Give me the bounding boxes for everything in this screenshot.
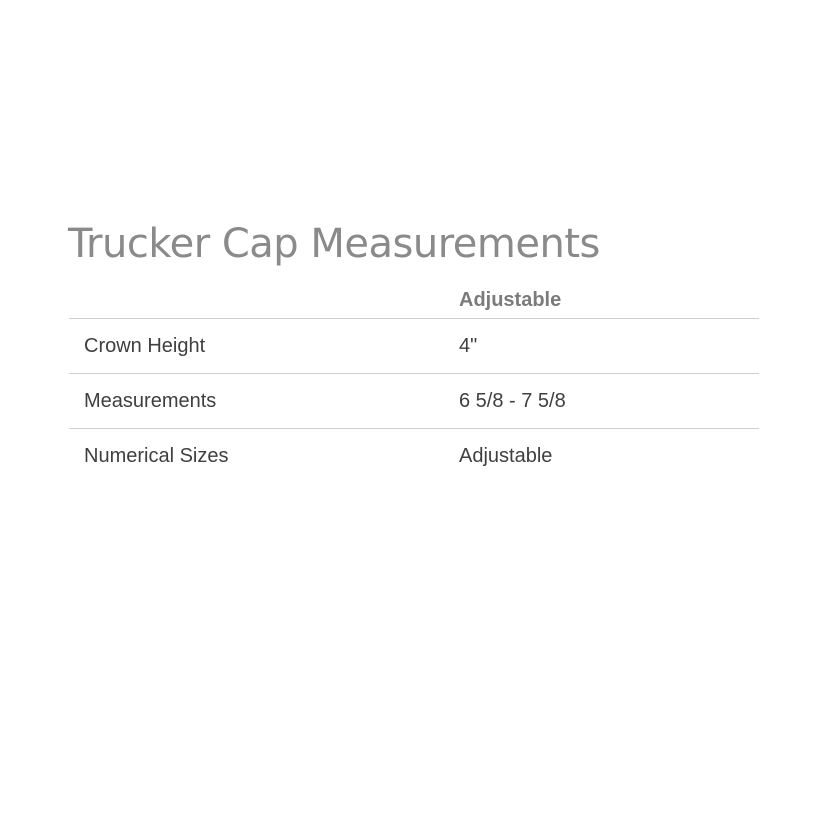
row-value-numerical-sizes: Adjustable (459, 445, 553, 467)
row-label-measurements: Measurements (84, 390, 217, 412)
table-row (69, 319, 759, 374)
row-label-crown-height: Crown Height (84, 335, 206, 357)
page-title: Trucker Cap Measurements (68, 221, 600, 267)
measurements-table (69, 283, 759, 483)
table-row (69, 429, 759, 483)
column-header-adjustable: Adjustable (459, 289, 562, 311)
table-row (69, 374, 759, 429)
row-label-numerical-sizes: Numerical Sizes (84, 445, 229, 467)
row-value-measurements: 6 5/8 - 7 5/8 (459, 390, 566, 412)
row-value-crown-height: 4" (459, 335, 478, 357)
table-header-row (69, 283, 759, 319)
